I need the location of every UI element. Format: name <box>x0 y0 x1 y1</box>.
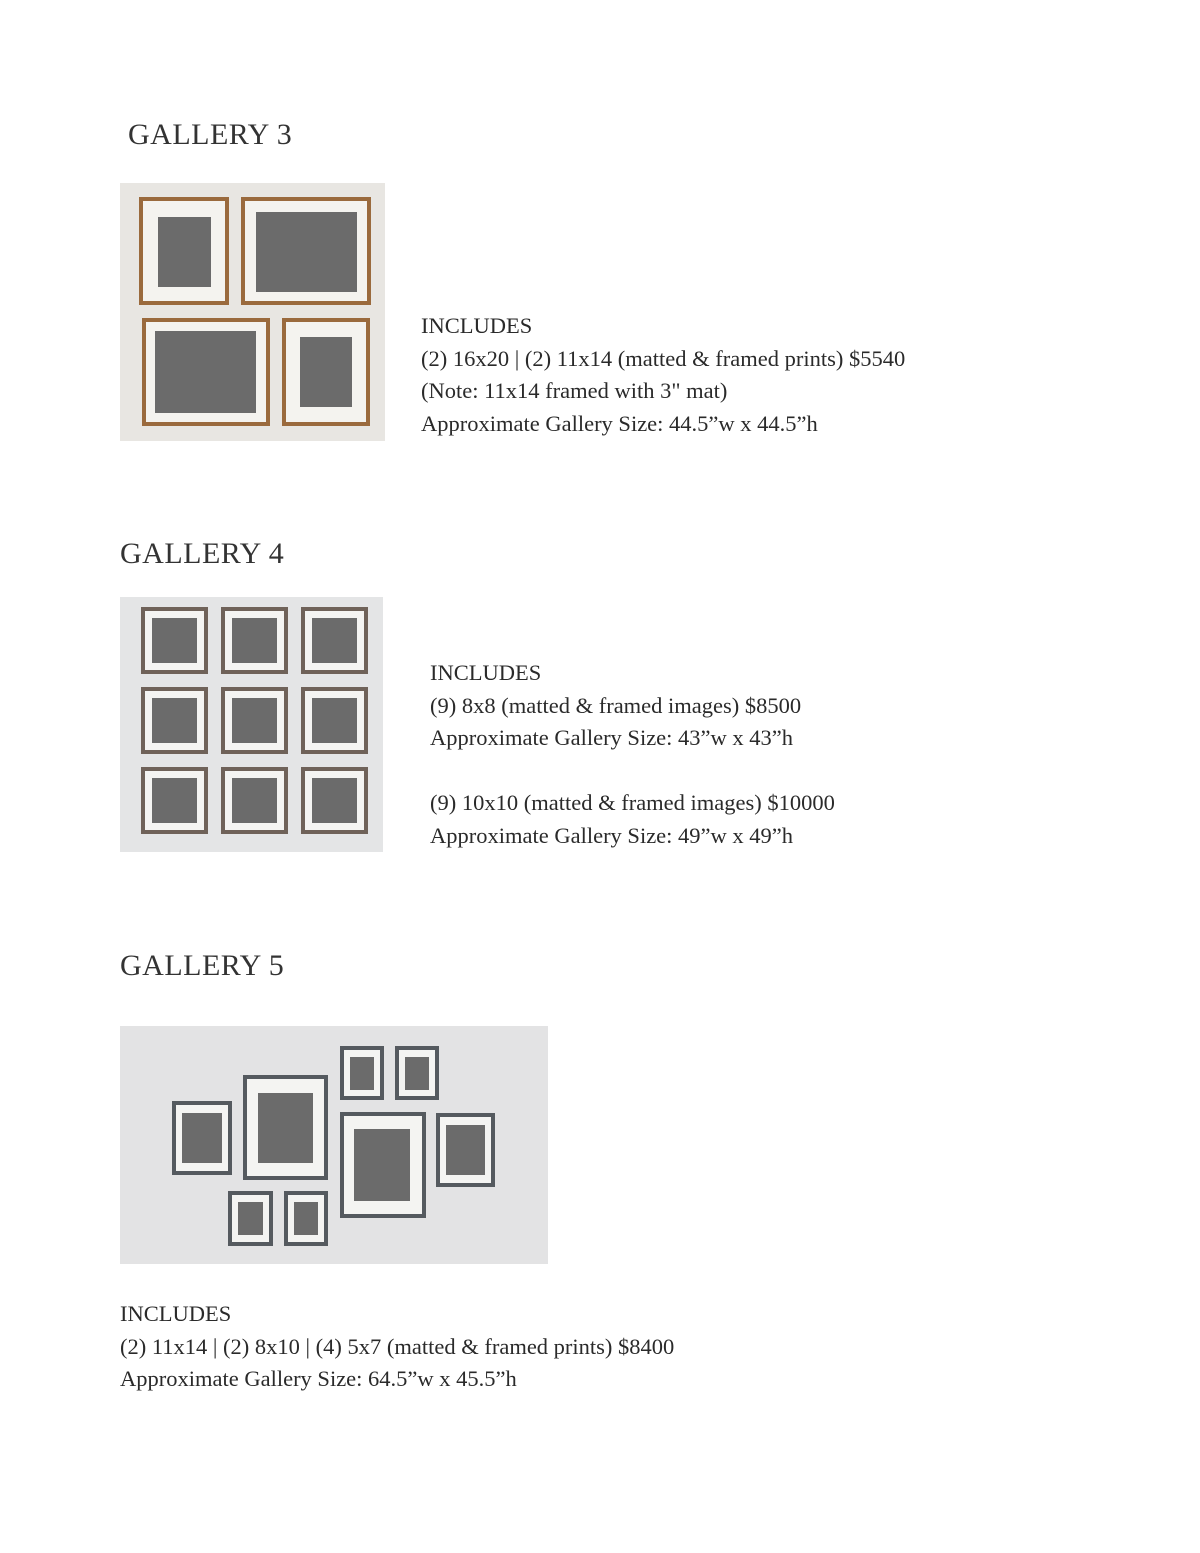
gallery-5-includes-heading: INCLUDES <box>120 1301 232 1326</box>
gallery-4-print-8 <box>232 778 277 823</box>
gallery-4-option-8x8-size: Approximate Gallery Size: 43”w x 43”h <box>430 725 794 750</box>
gallery-3-photo <box>120 183 385 441</box>
gallery-3-title: GALLERY 3 <box>128 118 293 151</box>
gallery-4-option-8x8-price: (9) 8x8 (matted & framed images) $8500 <box>430 692 802 718</box>
gallery-4-option-10x10-price: (9) 10x10 (matted & framed images) $10000 <box>430 790 835 815</box>
gallery-4-print-9 <box>312 778 357 823</box>
gallery-5-size: Approximate Gallery Size: 64.5”w x 45.5”h <box>120 1366 517 1391</box>
gallery-4-print-5 <box>232 698 277 743</box>
gallery-4-photo <box>120 597 383 852</box>
gallery-4-option-10x10-size: Approximate Gallery Size: 49”w x 49”h <box>430 822 794 848</box>
gallery-4-print-6 <box>312 698 357 743</box>
gallery-4-includes-heading: INCLUDES <box>430 660 542 685</box>
gallery-4-title: GALLERY 4 <box>120 537 285 570</box>
gallery-5-details <box>120 1298 674 1396</box>
gallery-3-contents-price: (2) 16x20 | (2) 11x14 (matted & framed prints) $5540 <box>421 345 906 371</box>
gallery-5-contents-price: (2) 11x14 | (2) 8x10 | (4) 5x7 (matted & framed prints) $8400 <box>120 1333 675 1359</box>
gallery-3-note: (Note: 11x14 framed with 3" mat) <box>421 378 728 403</box>
gallery-4-print-2 <box>232 618 277 663</box>
gallery-3-size: Approximate Gallery Size: 44.5”w x 44.5”h <box>421 410 818 436</box>
gallery-4-print-4 <box>152 698 197 743</box>
gallery-3-includes-heading: INCLUDES <box>421 313 533 338</box>
gallery-4-print-1 <box>152 618 197 663</box>
gallery-5-photo <box>120 1026 548 1264</box>
gallery-5-title: GALLERY 5 <box>120 949 285 982</box>
gallery-4-print-7 <box>152 778 197 823</box>
gallery-3-details <box>421 310 905 440</box>
gallery-4-details <box>430 657 835 852</box>
gallery-4-print-3 <box>312 618 357 663</box>
